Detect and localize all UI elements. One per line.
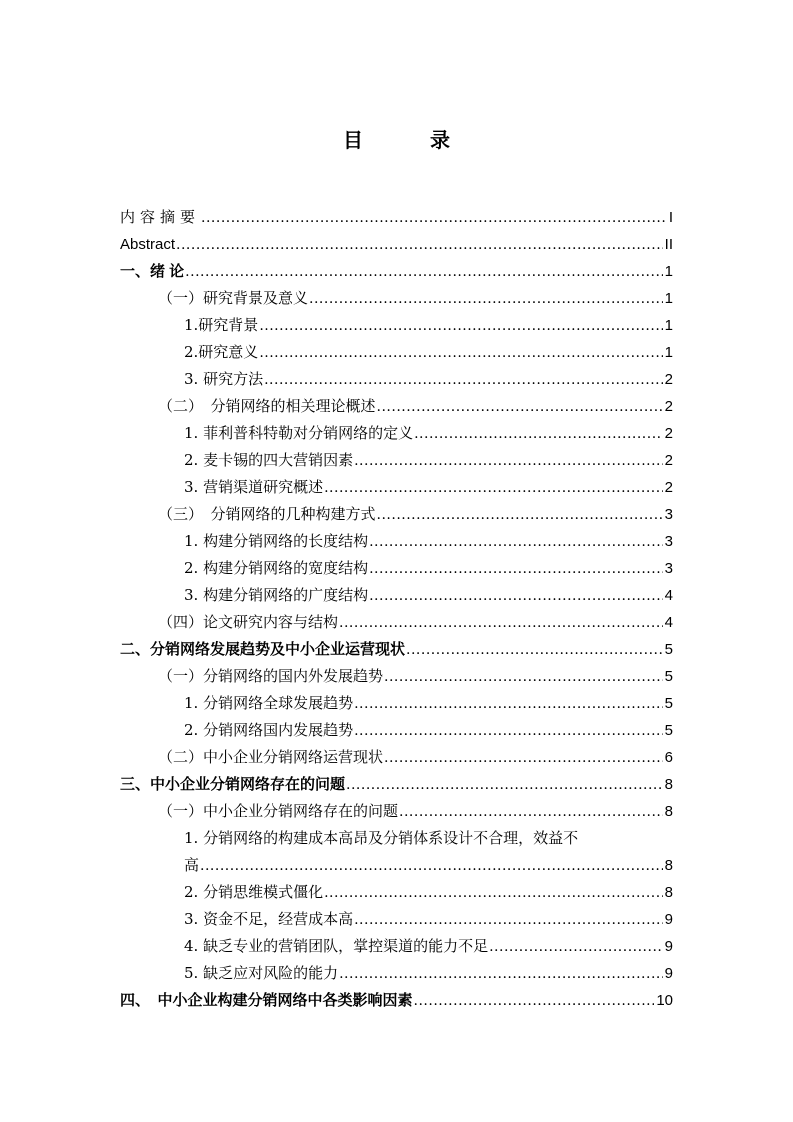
dot-leader [354,448,663,475]
toc-entry-page: 2 [664,398,673,415]
toc-entry-label: （一）分销网络的国内外发展趋势 [158,667,384,685]
toc-entry-label: 四、 中小企业构建分销网络中各类影响因素 [120,992,413,1009]
page-title: 目 录 [343,128,480,152]
dot-leader [377,394,663,421]
dot-leader [201,205,667,232]
toc-entry[interactable] [120,555,673,582]
toc-entry[interactable] [120,798,673,825]
toc-entry[interactable] [120,231,673,258]
toc-entry[interactable] [120,474,673,501]
toc-entry-label: 2. 麦卡锡的四大营销因素 [184,451,354,469]
toc-entry-label: 1.研究背景 [184,316,259,334]
dot-leader [369,556,663,583]
toc-entry-label: 2.研究意义 [184,343,259,361]
toc-entry[interactable] [120,960,673,987]
toc-entry-page: 1 [664,290,673,307]
toc-entry[interactable] [120,204,673,231]
toc-entry-page: 8 [664,803,673,820]
toc-entry-label: Abstract [120,236,176,253]
dot-leader [384,745,663,772]
toc-entry-label: 高 [184,856,200,874]
toc-entry[interactable] [120,717,673,744]
toc-entry-label: （二）中小企业分销网络运营现状 [158,748,384,766]
dot-leader [489,934,663,961]
toc-entry-page: 10 [656,992,673,1009]
toc-entry-label: 4. 缺乏专业的营销团队，掌控渠道的能力不足 [184,937,489,955]
toc-entry-label: （一）研究背景及意义 [158,289,309,307]
dot-leader [354,718,663,745]
dot-leader [354,691,663,718]
toc-entry[interactable] [120,852,673,879]
toc-entry-page: II [664,236,673,253]
toc-entry-page: 1 [664,317,673,334]
toc-entry-label: 1. 分销网络全球发展趋势 [184,694,354,712]
toc-entry[interactable] [120,258,673,285]
toc-entry-label: （四）论文研究内容与结构 [158,613,339,631]
toc-entry[interactable] [120,771,673,798]
dot-leader [176,232,663,259]
dot-leader [369,583,663,610]
dot-leader [200,853,663,880]
dot-leader [354,907,663,934]
dot-leader [324,475,663,502]
toc-entry-page: 2 [664,479,673,496]
toc-entry-page: 2 [664,425,673,442]
toc-entry-page: I [668,209,673,226]
toc-entry[interactable] [120,528,673,555]
dot-leader [414,421,663,448]
toc-entry-label: 一、绪 论 [120,263,185,280]
toc-entry-page: 3 [664,560,673,577]
toc-entry-page: 4 [664,614,673,631]
toc-entry[interactable] [120,879,673,906]
toc-entry-page: 8 [664,776,673,793]
toc-entry-label: （三） 分销网络的几种构建方式 [158,505,376,523]
dot-leader [346,772,663,799]
toc-entry-page: 4 [664,587,673,604]
toc-entry-label: 三、中小企业分销网络存在的问题 [120,776,346,793]
toc-entry[interactable] [120,636,673,663]
dot-leader [339,610,663,637]
toc-entry[interactable] [120,285,673,312]
toc-entry-wrapped-line[interactable] [120,825,673,852]
toc-entry-label: 3. 营销渠道研究概述 [184,478,324,496]
toc-entry[interactable] [120,366,673,393]
toc-entry[interactable] [120,690,673,717]
toc-entry[interactable] [120,933,673,960]
toc-entry[interactable] [120,393,673,420]
toc-entry[interactable] [120,987,673,1014]
toc-entry-page: 2 [664,371,673,388]
dot-leader [264,367,663,394]
toc-entry[interactable] [120,582,673,609]
toc-entry-page: 1 [664,263,673,280]
toc-entry-page: 5 [664,722,673,739]
toc-entry-label: 1. 菲利普科特勒对分销网络的定义 [184,424,414,442]
toc-entry-label: 内容摘要 [120,209,201,226]
dot-leader [185,259,662,286]
toc-entry-page: 3 [664,533,673,550]
toc-entry-label: 3. 研究方法 [184,370,264,388]
dot-leader [414,988,655,1015]
dot-leader [339,961,663,988]
toc-entry[interactable] [120,312,673,339]
toc-entry[interactable] [120,420,673,447]
toc-entry-label: 5. 缺乏应对风险的能力 [184,964,339,982]
toc-entry[interactable] [120,609,673,636]
toc-entry-label: 二、分销网络发展趋势及中小企业运营现状 [120,641,406,658]
toc-entry-page: 5 [664,668,673,685]
toc-entry-page: 6 [664,749,673,766]
dot-leader [309,286,663,313]
toc-entry[interactable] [120,906,673,933]
table-of-contents [120,204,673,1014]
toc-entry[interactable] [120,663,673,690]
dot-leader [406,637,663,664]
toc-entry-label: 2. 构建分销网络的宽度结构 [184,559,369,577]
toc-entry-page: 5 [664,641,673,658]
toc-entry-label: （二） 分销网络的相关理论概述 [158,397,376,415]
toc-entry-label: 3. 资金不足，经营成本高 [184,910,354,928]
toc-entry-label: 2. 分销思维模式僵化 [184,883,324,901]
toc-entry-label: 1. 分销网络的构建成本高昂及分销体系设计不合理，效益不 [184,829,579,847]
toc-entry-label: 2. 分销网络国内发展趋势 [184,721,354,739]
toc-entry-page: 2 [664,452,673,469]
toc-entry-page: 9 [664,965,673,982]
toc-entry[interactable] [120,744,673,771]
toc-entry[interactable] [120,501,673,528]
dot-leader [399,799,663,826]
toc-entry-label: 3. 构建分销网络的广度结构 [184,586,369,604]
toc-entry-page: 8 [664,884,673,901]
toc-entry-page: 5 [664,695,673,712]
dot-leader [259,340,662,367]
dot-leader [369,529,663,556]
toc-entry-label: （一）中小企业分销网络存在的问题 [158,802,399,820]
dot-leader [384,664,663,691]
dot-leader [259,313,662,340]
toc-entry-page: 3 [664,506,673,523]
toc-entry-page: 9 [664,938,673,955]
dot-leader [377,502,663,529]
toc-entry-page: 8 [664,857,673,874]
toc-entry[interactable] [120,339,673,366]
toc-entry[interactable] [120,447,673,474]
toc-entry-label: 1. 构建分销网络的长度结构 [184,532,369,550]
toc-entry-page: 1 [664,344,673,361]
dot-leader [324,880,663,907]
toc-entry-page: 9 [664,911,673,928]
